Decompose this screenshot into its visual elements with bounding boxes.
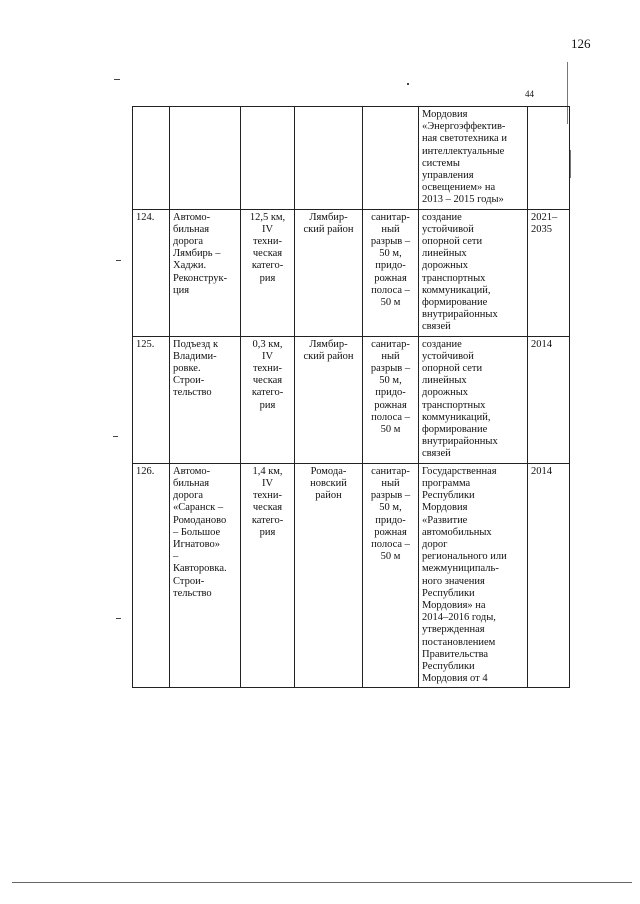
table-row [133, 336, 570, 463]
text-line: 50 м [380, 424, 401, 436]
text-line: внутрирайонных [422, 436, 498, 448]
text-line: катего- [251, 387, 284, 399]
cell-name [170, 107, 241, 210]
scan-mark [407, 83, 409, 85]
text-line: Правительства [422, 648, 489, 660]
text-line: тельство [173, 387, 212, 399]
text-line: Лямбир- [309, 211, 348, 223]
cell-zone [363, 463, 419, 688]
text-line: 2014 [531, 338, 552, 350]
text-line: санитар- [371, 465, 410, 477]
text-line: Лямбирь – [173, 248, 221, 260]
cell-params [241, 336, 295, 463]
text-line: техни- [252, 490, 283, 502]
text-line: утвержденная [422, 624, 485, 636]
cell-purpose [419, 107, 528, 210]
text-line: разрыв – [370, 236, 411, 248]
text-line: постановлением [422, 636, 496, 648]
text-line: 1,4 км, [252, 465, 283, 477]
text-line: IV [261, 223, 274, 235]
text-line: Мордовия [422, 109, 468, 120]
text-line: транспортных [422, 272, 486, 284]
cell-zone [363, 336, 419, 463]
text-line: 2021– [531, 211, 558, 223]
text-line: катего- [251, 514, 284, 526]
cell-num: 126. [133, 463, 170, 688]
cell-num: 125. [133, 336, 170, 463]
cell-district [295, 107, 363, 210]
text-line: 50 м, [379, 502, 402, 514]
text-line: разрыв – [370, 363, 411, 375]
text-line: Владими- [173, 350, 217, 362]
text-line: ский район [303, 350, 354, 362]
scan-mark [114, 79, 120, 80]
text-line: ческая [252, 248, 283, 260]
text-line: Подъезд к [173, 338, 219, 350]
text-line: санитар- [371, 338, 410, 350]
text-line: Автомо- [173, 211, 211, 223]
text-line: ный [381, 223, 400, 235]
text-line: рия [259, 526, 276, 538]
text-line: рия [259, 399, 276, 411]
text-line: техни- [252, 236, 283, 248]
text-line: регионального или [422, 551, 507, 563]
text-line: создание [422, 338, 462, 350]
cell-district [295, 463, 363, 688]
cell-period [528, 336, 570, 463]
text-line: «Энергоэффектив- [422, 121, 506, 133]
cell-name [170, 463, 241, 688]
text-line: рожная [374, 526, 407, 538]
text-line: рия [259, 272, 276, 284]
cell-purpose [419, 463, 528, 688]
text-line: Кавторовка. [173, 563, 227, 575]
cell-period [528, 209, 570, 336]
text-line: бильная [173, 477, 210, 489]
text-line: Мордовия от 4 [422, 673, 488, 685]
cell-zone [363, 209, 419, 336]
text-line: линейных [422, 248, 467, 260]
cell-district [295, 336, 363, 463]
text-line: 2035 [531, 223, 552, 235]
text-line: дорожных [422, 260, 469, 272]
text-line: Игнатово» [173, 538, 220, 550]
text-line: «Саранск – [173, 502, 224, 514]
text-line: связей [422, 321, 451, 333]
text-line: освещением» на [422, 182, 496, 194]
text-line: 12,5 км, [249, 211, 286, 223]
text-line: межмуниципаль- [422, 563, 499, 575]
text-line: дорога [173, 490, 204, 502]
text-line: формирование [422, 424, 488, 436]
table-row [133, 209, 570, 336]
text-line: 2013 – 2015 годы» [422, 194, 504, 206]
text-line: дорожных [422, 387, 469, 399]
text-line: ческая [252, 375, 283, 387]
text-line: ного значения [422, 575, 485, 587]
text-line: линейных [422, 375, 467, 387]
text-line: дорог [422, 538, 448, 550]
page-number: 126 [571, 36, 591, 51]
text-line: 50 м, [379, 375, 402, 387]
text-line: Хаджи. [173, 260, 207, 272]
cell-params [241, 107, 295, 210]
cell-district [295, 209, 363, 336]
cell-num: 124. [133, 209, 170, 336]
cell-period [528, 107, 570, 210]
text-line: ная светотехника и [422, 133, 507, 145]
text-line: транспортных [422, 399, 486, 411]
text-line: Республики [422, 587, 475, 599]
table-row-continuation [133, 107, 570, 210]
text-line: 2014–2016 годы, [422, 612, 496, 624]
text-line: Республики [422, 660, 475, 672]
text-line: катего- [251, 260, 284, 272]
text-line: придо- [375, 387, 406, 399]
text-line: Реконструк- [173, 272, 228, 284]
text-line: техни- [252, 363, 283, 375]
text-line: ция [173, 284, 190, 296]
text-line: Республики [422, 490, 475, 502]
cell-num [133, 107, 170, 210]
text-line: полоса – [371, 411, 410, 423]
cell-zone [363, 107, 419, 210]
text-line: 0,3 км, [252, 338, 283, 350]
text-line: «Развитие [422, 514, 468, 526]
text-line: Мордовия [422, 502, 468, 514]
text-line: тельство [173, 587, 212, 599]
text-line: разрыв – [370, 490, 411, 502]
text-line: – [173, 551, 179, 563]
cell-name [170, 336, 241, 463]
text-line: полоса – [371, 538, 410, 550]
text-line: устойчивой [422, 350, 474, 362]
text-line: Автомо- [173, 465, 211, 477]
text-line: ный [381, 350, 400, 362]
scan-mark [116, 260, 121, 261]
cell-purpose [419, 209, 528, 336]
text-line: санитар- [371, 211, 410, 223]
text-line: ровке. [173, 363, 201, 375]
text-line: ный [381, 477, 400, 489]
text-line: коммуникаций, [422, 284, 491, 296]
text-line: 50 м [380, 297, 401, 309]
text-line: внутрирайонных [422, 309, 498, 321]
text-line: придо- [375, 260, 406, 272]
text-line: IV [261, 477, 274, 489]
text-line: Ромода- [310, 465, 347, 477]
text-line: 50 м [380, 551, 401, 563]
text-line: формирование [422, 297, 488, 309]
scan-edge-line [570, 150, 571, 178]
table-row [133, 463, 570, 688]
text-line: новский [310, 477, 347, 489]
cell-name [170, 209, 241, 336]
text-line: 2014 [531, 465, 552, 477]
text-line: опорной сети [422, 363, 483, 375]
text-line: Государственная [422, 465, 497, 477]
text-line: рожная [374, 272, 407, 284]
text-line: управления [422, 170, 474, 182]
text-line: бильная [173, 223, 210, 235]
text-line: IV [261, 350, 274, 362]
text-line: связей [422, 448, 451, 460]
text-line: Строи- [173, 575, 205, 587]
cell-params [241, 209, 295, 336]
text-line: дорога [173, 236, 204, 248]
text-line: Лямбир- [309, 338, 348, 350]
cell-params [241, 463, 295, 688]
text-line: создание [422, 211, 462, 223]
text-line: ский район [303, 223, 354, 235]
text-line: Ромоданово [173, 514, 227, 526]
sub-page-number: 44 [525, 89, 534, 99]
text-line: 50 м, [379, 248, 402, 260]
text-line: Строи- [173, 375, 205, 387]
text-line: полоса – [371, 284, 410, 296]
text-line: программа [422, 477, 471, 489]
text-line: ческая [252, 502, 283, 514]
text-line: – Большое [173, 526, 221, 538]
text-line: рожная [374, 399, 407, 411]
text-line: придо- [375, 514, 406, 526]
scan-mark [113, 436, 118, 437]
text-line: коммуникаций, [422, 411, 491, 423]
scan-mark [116, 618, 121, 619]
planning-table [132, 106, 570, 688]
text-line: системы [422, 157, 460, 169]
text-line: Мордовия» на [422, 599, 486, 611]
cell-purpose [419, 336, 528, 463]
text-line: автомобильных [422, 526, 492, 538]
text-line: устойчивой [422, 223, 474, 235]
text-line: район [315, 490, 342, 502]
cell-period [528, 463, 570, 688]
scan-bottom-line [12, 882, 632, 883]
text-line: интеллектуальные [422, 145, 505, 157]
text-line: опорной сети [422, 236, 483, 248]
